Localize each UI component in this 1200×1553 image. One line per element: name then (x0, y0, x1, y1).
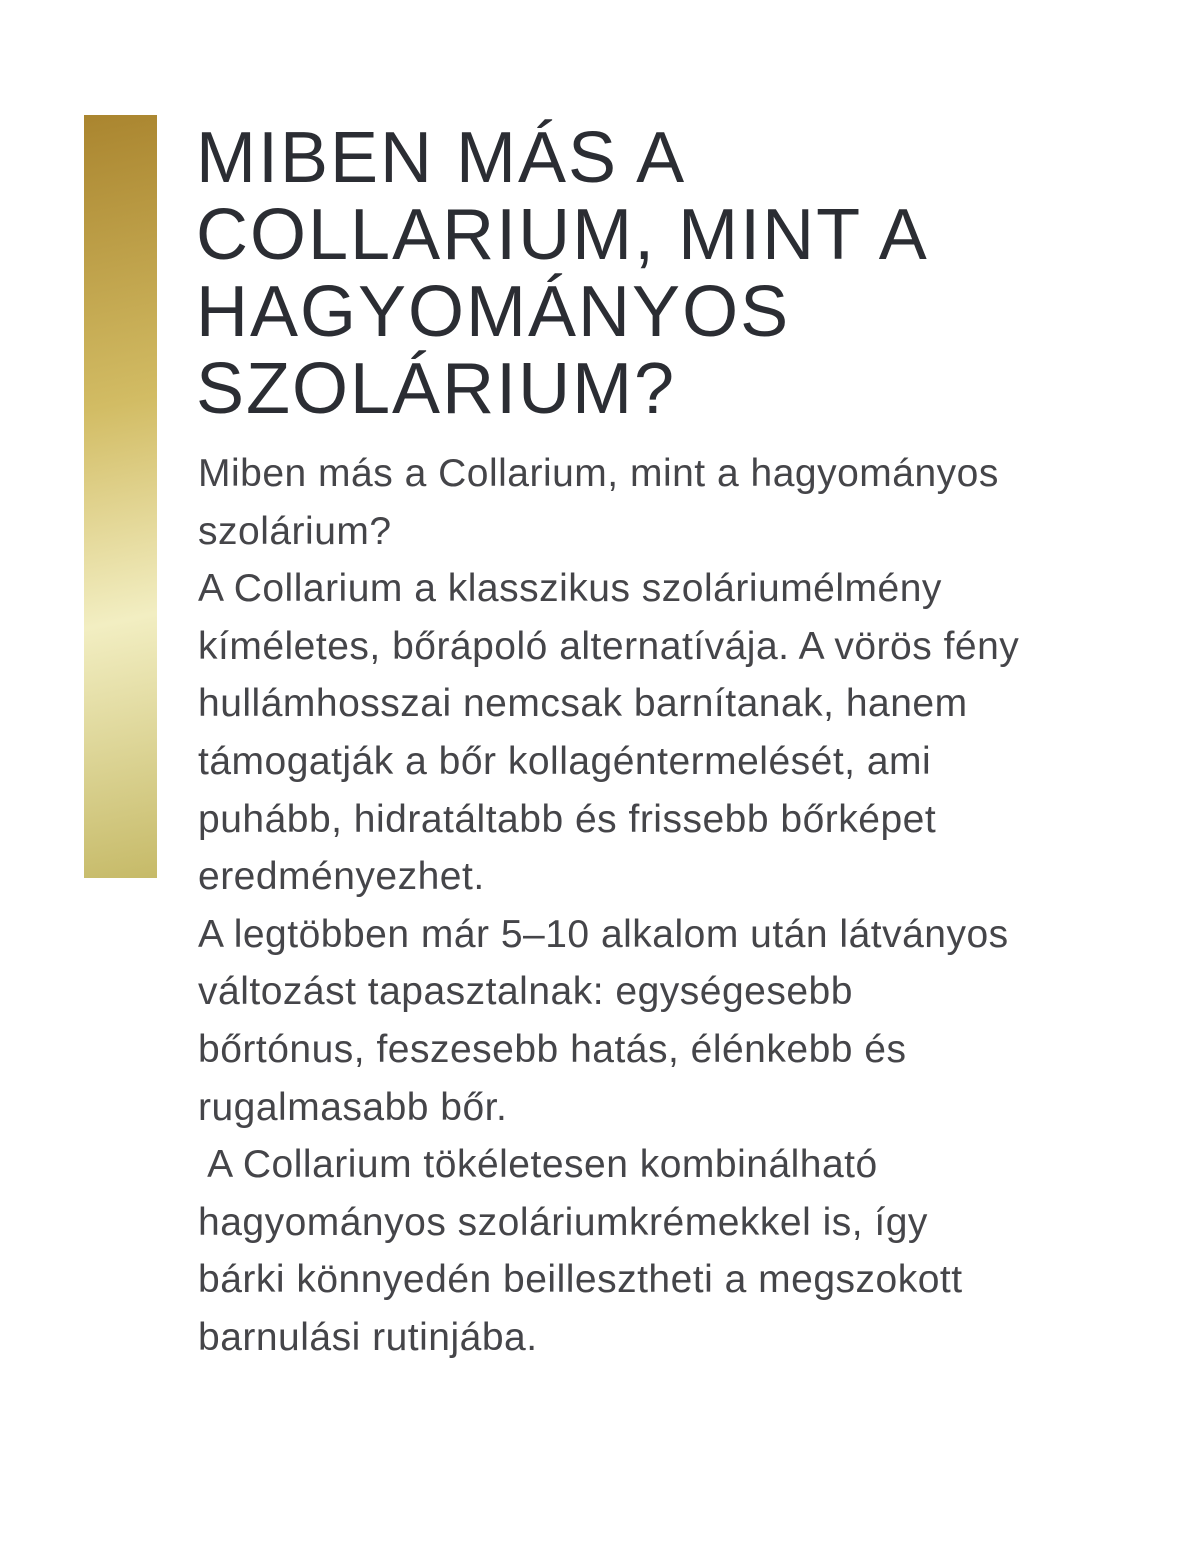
body-line: A legtöbben már 5–10 alkalom után látványos (198, 912, 1009, 956)
body-line: bárki könnyedén beillesztheti a megszokott (198, 1258, 963, 1302)
body-line: puhább, hidratáltabb és frissebb bőrképet (198, 797, 937, 841)
paragraph (198, 445, 1019, 560)
page-title (196, 120, 929, 428)
body-line: bőrtónus, feszesebb hatás, élénkebb és (198, 1027, 907, 1071)
body-line: támogatják a bőr kollagéntermelését, ami (198, 739, 932, 783)
body-line: barnulási rutinjába. (198, 1315, 538, 1359)
body-line: eredményezhet. (198, 855, 485, 899)
body-line: hullámhosszai nemcsak barnítanak, hanem (198, 682, 968, 726)
body-text (198, 445, 1019, 1367)
body-line: szolárium? (198, 509, 392, 553)
body-line: rugalmasabb bőr. (198, 1085, 508, 1129)
body-line: A Collarium tökéletesen kombinálható (198, 1143, 878, 1187)
heading-line: SZOLÁRIUM? (196, 349, 677, 429)
heading-line: HAGYOMÁNYOS (196, 272, 791, 352)
paragraph (198, 906, 1019, 1136)
heading-line: COLLARIUM, MINT A (196, 195, 929, 275)
body-line: A Collarium a klasszikus szoláriumélmény (198, 567, 942, 611)
body-line: kíméletes, bőrápoló alternatívája. A vörös fény (198, 624, 1020, 668)
paragraph (198, 560, 1019, 906)
paragraph (198, 1136, 1019, 1366)
body-line: hagyományos szoláriumkrémekkel is, így (198, 1200, 928, 1244)
gold-accent-bar (84, 115, 157, 878)
body-line: változást tapasztalnak: egységesebb (198, 970, 853, 1014)
heading-line: MIBEN MÁS A (196, 118, 687, 198)
body-line: Miben más a Collarium, mint a hagyományos (198, 452, 999, 495)
